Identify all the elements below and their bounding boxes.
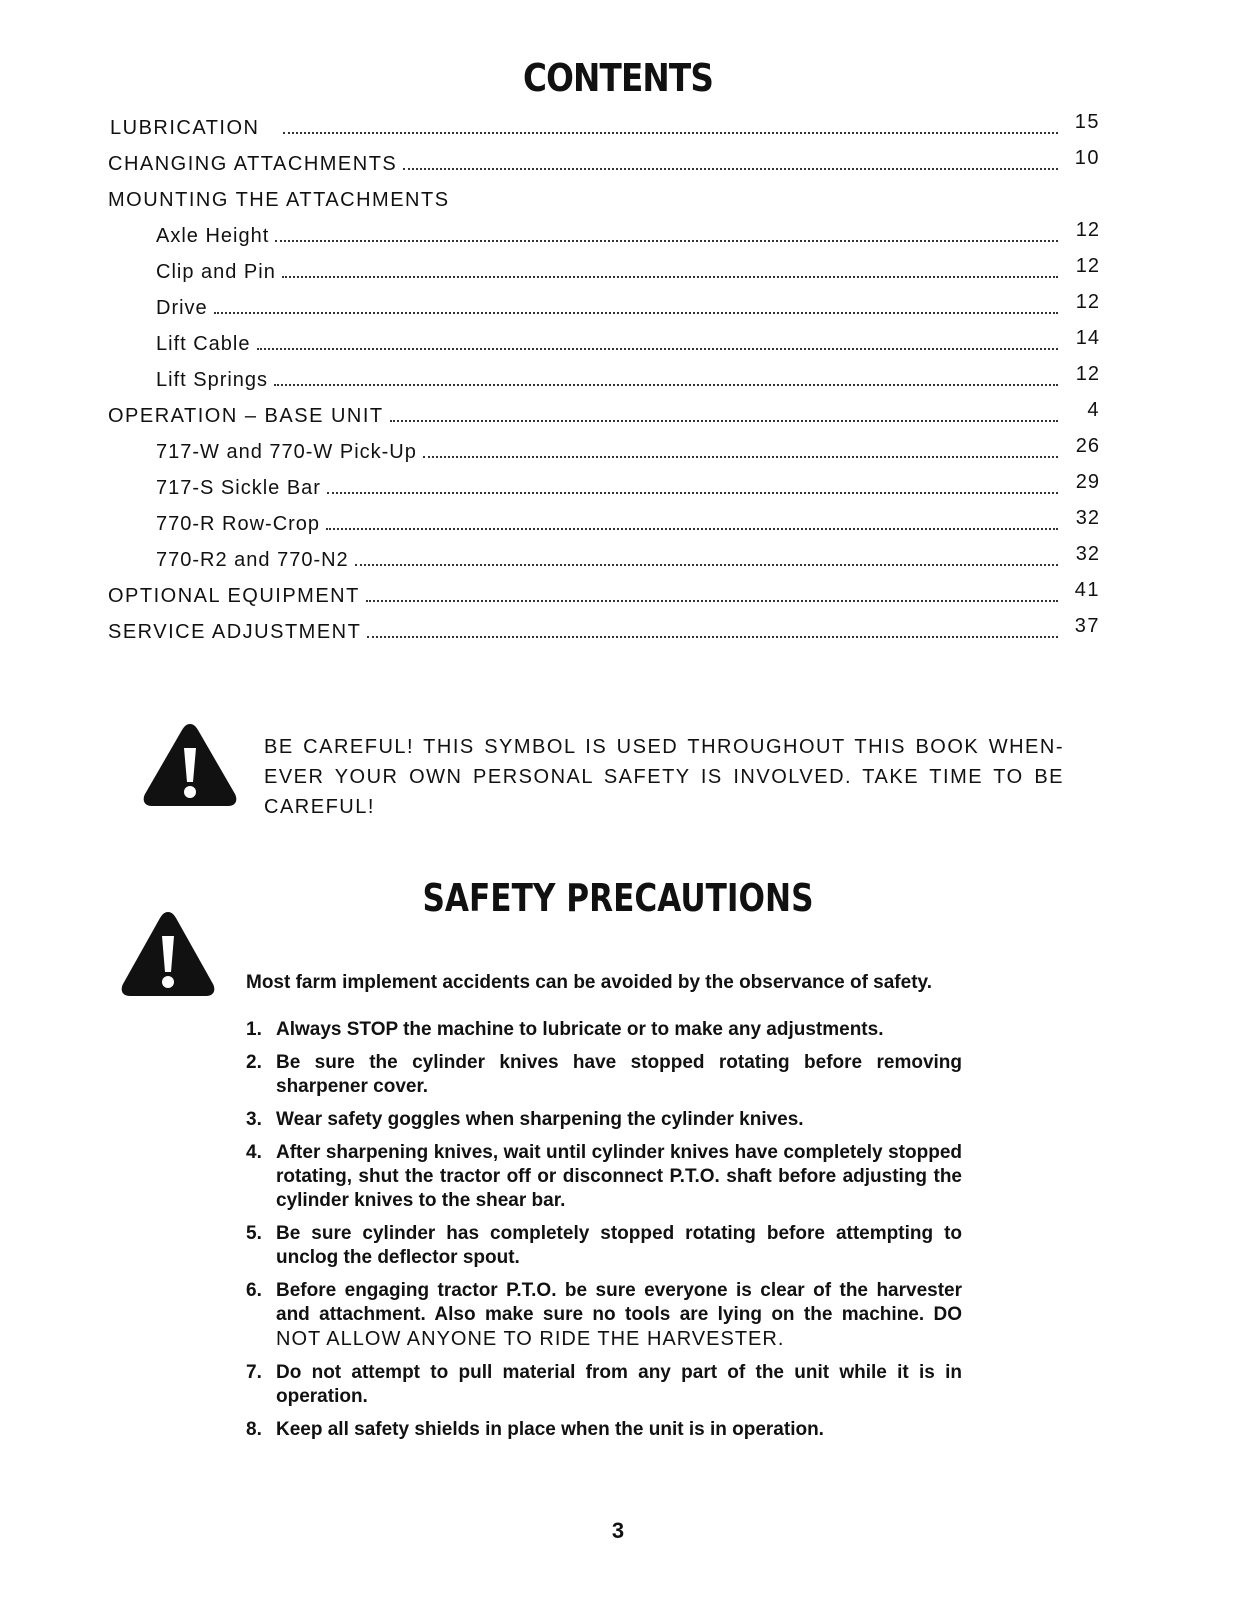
toc-entry-page: 4 (1087, 399, 1100, 421)
leader-dots (403, 168, 1058, 170)
leader-dots (275, 240, 1058, 242)
toc-entry-page: 12 (1075, 291, 1100, 313)
toc-entry (156, 506, 1100, 536)
list-item (246, 1141, 962, 1213)
toc-entry (156, 470, 1100, 500)
toc-entry-page: 29 (1075, 471, 1100, 493)
toc-entry-label: 770-R2 and 770-N2 (156, 549, 349, 571)
toc-entry-label: LUBRICATION (110, 117, 260, 139)
toc-entry (156, 434, 1100, 464)
leader-dots (327, 492, 1058, 494)
item-text: Do not attempt to pull material from any part of the unit while it is in operation. (276, 1362, 962, 1407)
toc-entry-label: Drive (156, 297, 208, 319)
toc-entry (156, 254, 1100, 284)
toc-entry-label: Axle Height (156, 225, 270, 247)
item-text (276, 1279, 962, 1352)
toc-entry-label: OPERATION – BASE UNIT (108, 405, 384, 427)
toc-entry (156, 218, 1100, 248)
toc-entry-page: 12 (1075, 363, 1100, 385)
toc-entry-label: OPTIONAL EQUIPMENT (108, 585, 360, 607)
leader-dots (423, 456, 1058, 458)
safety-intro: Most farm implement accidents can be avoided by the observance of safety. (246, 972, 932, 993)
list-item (246, 1418, 962, 1442)
list-item (246, 1222, 962, 1270)
toc-entry-page: 41 (1074, 579, 1100, 601)
item-text-caps: NOT ALLOW ANYONE TO RIDE THE HARVESTER. (276, 1328, 785, 1350)
item-text: After sharpening knives, wait until cylinder knives have completely stopped rotating, shut the tractor off or disconnect P.T.O. shaft before adjusting the cylinder knives to the shear bar. (276, 1142, 962, 1211)
toc-entry (108, 578, 1100, 608)
item-text: Wear safety goggles when sharpening the cylinder knives. (276, 1109, 804, 1130)
page-number: 3 (611, 1518, 625, 1543)
leader-dots (366, 600, 1058, 602)
contents-title: CONTENTS (522, 56, 714, 100)
item-number: 3. (246, 1109, 262, 1130)
list-item (246, 1051, 962, 1099)
toc-entry-label: Lift Cable (156, 333, 251, 355)
toc-entry-label: SERVICE ADJUSTMENT (108, 621, 362, 643)
item-text: Be sure the cylinder knives have stopped rotating before removing sharpener cover. (276, 1052, 962, 1097)
toc-entry-label: MOUNTING THE ATTACHMENTS (108, 189, 450, 211)
toc-entry (156, 362, 1100, 392)
item-number: 5. (246, 1223, 262, 1244)
toc-entry (156, 326, 1100, 356)
toc-entry-label: Lift Springs (156, 369, 269, 391)
leader-dots (274, 384, 1058, 386)
leader-dots (355, 564, 1058, 566)
toc-entry (108, 146, 1100, 176)
caution-text: BE CAREFUL! THIS SYMBOL IS USED THROUGHOUT THIS BOOK WHEN-EVER YOUR OWN PERSONAL SAFETY IS INVOLVED. TAKE TIME TO BE CAREFUL! (264, 736, 1064, 818)
toc-entry-page: 32 (1075, 507, 1100, 529)
leader-dots (367, 636, 1058, 638)
list-item (246, 1279, 962, 1352)
item-number: 2. (246, 1052, 262, 1073)
item-number: 7. (246, 1362, 262, 1383)
toc-entry-page: 37 (1074, 615, 1100, 637)
toc-entry (156, 542, 1100, 572)
leader-dots (214, 312, 1058, 314)
item-text: Always STOP the machine to lubricate or to make any adjustments. (276, 1019, 884, 1040)
safety-list (246, 1018, 962, 1451)
toc-entry-page: 14 (1075, 327, 1100, 349)
leader-dots (283, 132, 1058, 134)
leader-dots (326, 528, 1058, 530)
toc-entry-page: 10 (1074, 147, 1100, 169)
item-number: 1. (246, 1019, 262, 1040)
toc-entry (108, 614, 1100, 644)
toc-entry (156, 290, 1100, 320)
toc-entry-label: CHANGING ATTACHMENTS (108, 153, 398, 175)
item-number: 8. (246, 1419, 262, 1440)
toc-entry-page: 12 (1075, 219, 1100, 241)
item-text: Be sure cylinder has completely stopped rotating before attempting to unclog the deflector spout. (276, 1223, 962, 1268)
toc-entry (108, 398, 1100, 428)
list-item (246, 1018, 962, 1042)
toc-heading (108, 182, 1100, 212)
toc-entry-label: 770-R Row-Crop (156, 513, 321, 535)
toc-entry-label: 717-W and 770-W Pick-Up (156, 441, 417, 463)
item-number: 4. (246, 1142, 262, 1163)
leader-dots (257, 348, 1059, 350)
toc-entry-label: 717-S Sickle Bar (156, 477, 321, 499)
toc-entry-page: 15 (1074, 111, 1100, 133)
toc-entry-page: 12 (1075, 255, 1100, 277)
warning-triangle-icon (140, 720, 240, 810)
list-item (246, 1108, 962, 1132)
safety-precautions-title: SAFETY PRECAUTIONS (422, 876, 814, 920)
item-text: Keep all safety shields in place when the unit is in operation. (276, 1419, 824, 1440)
warning-triangle-icon (118, 908, 218, 1000)
toc-entry-page: 26 (1075, 435, 1100, 457)
list-item (246, 1361, 962, 1409)
leader-dots (282, 276, 1058, 278)
leader-dots (390, 420, 1058, 422)
toc-entry (110, 110, 1100, 140)
item-text-main: Before engaging tractor P.T.O. be sure everyone is clear of the harvester and attachment. Also make sure no tools are lying on the machine. DO (276, 1280, 962, 1325)
toc-entry-page: 32 (1075, 543, 1100, 565)
toc-entry-label: Clip and Pin (156, 261, 276, 283)
item-number: 6. (246, 1280, 262, 1301)
